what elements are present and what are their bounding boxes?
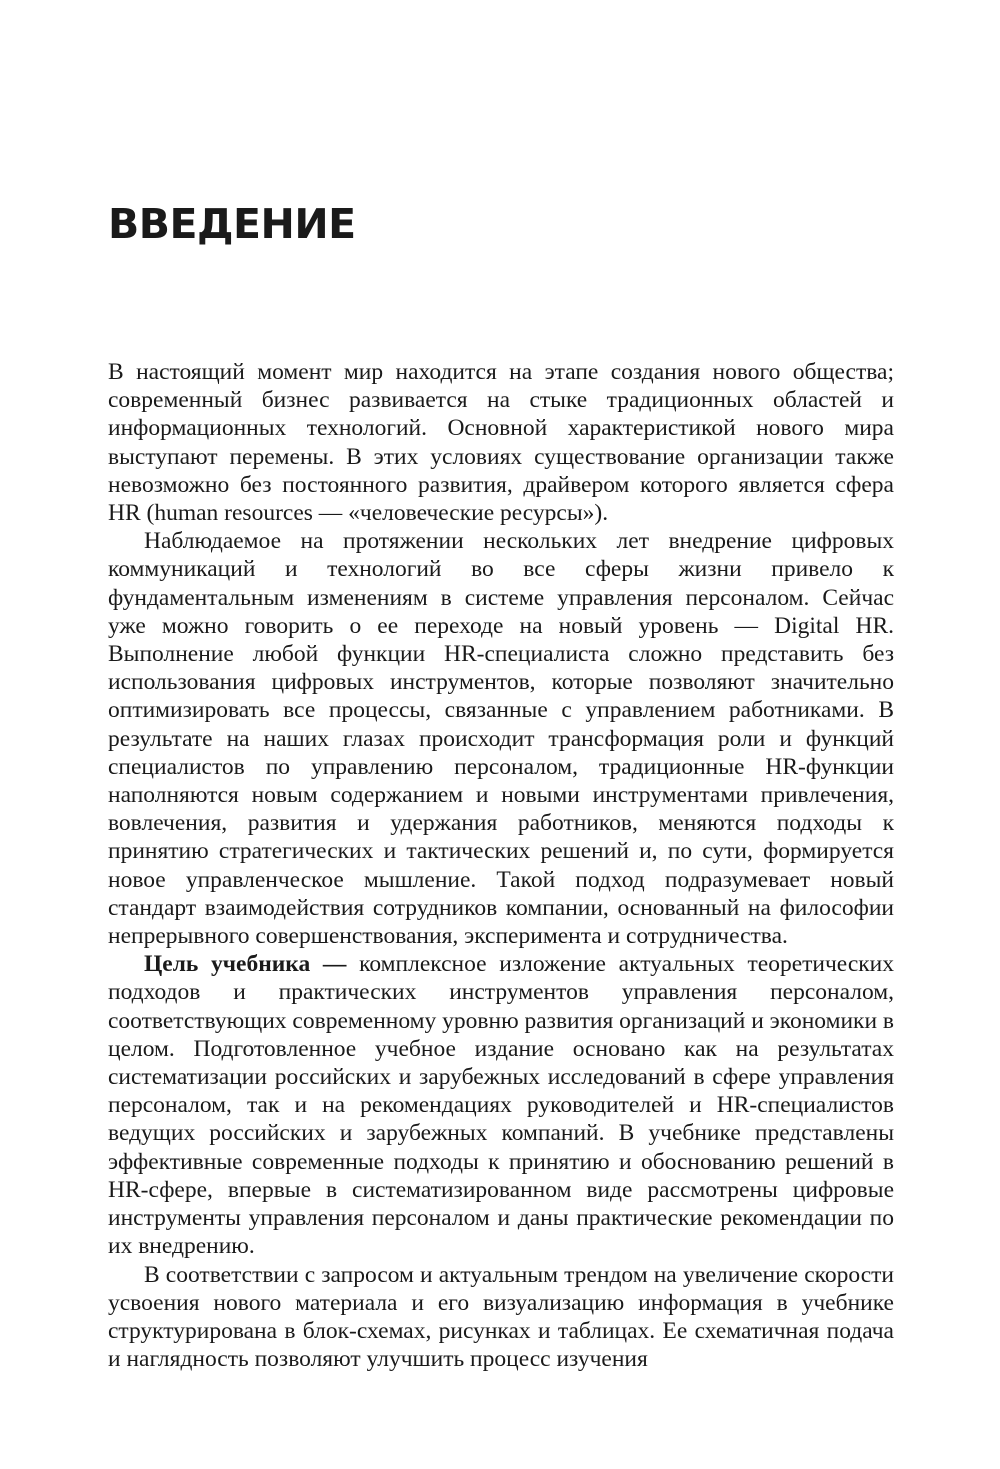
chapter-title: ВВЕДЕНИЕ	[108, 200, 356, 248]
textbook-goal-lead: Цель учебника —	[144, 951, 347, 978]
paragraph-visualization: В соответствии с запросом и актуальным трендом на увеличение скорости усвоения нового материала и его визуализацию информация в учебнике структурирована в блок-схемах, рисунках и таблицах. Ее схематичная подача и наглядность позволяют улучшить процесс изучения	[108, 1261, 894, 1373]
paragraph-digital-hr: Наблюдаемое на протяжении нескольких лет внедрение цифровых коммуникаций и технологий во все сферы жизни привело к фундаментальным изменениям в системе управления персоналом. Сейчас уже можно говорить о ее переходе на новый уровень — Digital HR. Выполнение любой функции HR-специалиста сложно представить без использования цифровых инструментов, которые позволяют значительно оптимизировать все процессы, связанные с управлением работниками. В результате на наших глазах происходит трансформация роли и функций специалистов по управлению персоналом, традиционные HR-функции наполняются новым содержанием и новыми инструментами привлечения, вовлечения, развития и удержания работников, меняются подходы к принятию стратегических и тактических решений и, по сути, формируется новое управленческое мышление. Такой подход подразумевает новый стандарт взаимодействия сотрудников компании, основанный на философии непрерывного совершенствования, эксперимента и сотрудничества.	[108, 528, 894, 950]
paragraph-intro: В настоящий момент мир находится на этапе создания нового общества; современный бизнес развивается на стыке традиционных областей и информационных технологий. Основной характеристикой нового мира выступают перемены. В этих условиях существование организации также невозможно без постоянного развития, драйвером которого является сфера HR (human resources — «человеческие ресурсы»).	[108, 359, 894, 527]
textbook-goal-text: комплексное изложение актуальных теоретических подходов и практических инструментов управления персоналом, соответствующих современному уровню развития организаций и экономики в целом. Подготовленное учебное издание основано как на результатах систематизации российских и зарубежных исследований в сфере управления персоналом, так и на рекомендациях руководителей и HR-специалистов ведущих российских и зарубежных компаний. В учебнике представлены эффективные современные подходы к принятию и обоснованию решений в HR-сфере, впервые в систематизированном виде рассмотрены цифровые инструменты управления персоналом и даны практические рекомендации по их внедрению.	[108, 951, 894, 1260]
body-text	[108, 358, 894, 1373]
paragraph-textbook-goal	[108, 950, 894, 1260]
